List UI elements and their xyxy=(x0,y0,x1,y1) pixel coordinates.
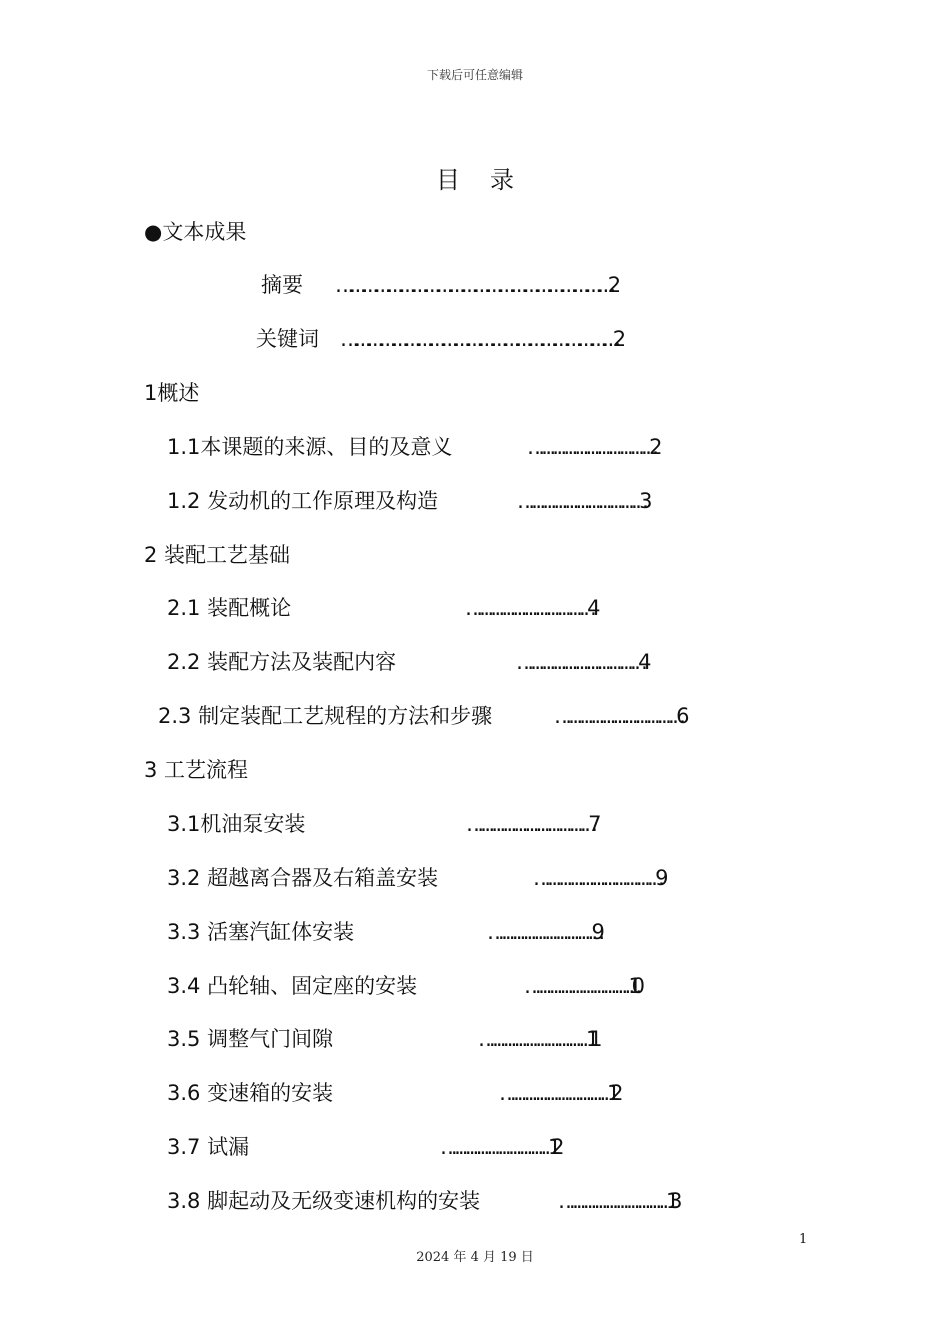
toc-entry-label: 3.7 试漏 xyxy=(167,1135,250,1159)
toc-entry-leader: ……………………………9 xyxy=(533,866,659,890)
toc-entry-label: 关键词 xyxy=(256,327,319,351)
toc-entry-label: 3.8 脚起动及无级变速机构的安装 xyxy=(167,1189,481,1213)
page-title: 目录 xyxy=(436,166,544,194)
toc-entry-label: 1概述 xyxy=(144,381,200,405)
toc-entry-leader: …………………………11 xyxy=(478,1027,593,1051)
toc-entry-label: 1.2 发动机的工作原理及构造 xyxy=(167,489,439,513)
page-number: 1 xyxy=(799,1232,808,1247)
toc-entry-label: 2.1 装配概论 xyxy=(167,596,292,620)
toc-entry-label: 3 工艺流程 xyxy=(144,758,249,782)
toc-entry-leader: ……………………………4 xyxy=(465,596,591,620)
toc-entry-leader: ………………………… 9 xyxy=(487,920,595,944)
toc-entry-label: 2 装配工艺基础 xyxy=(144,543,291,567)
toc-entry-label: 3.1机油泵安装 xyxy=(167,812,306,836)
toc-entry-leader: ……………………………3 xyxy=(517,489,643,513)
toc-entry-label: 3.2 超越离合器及右箱盖安装 xyxy=(167,866,439,890)
toc-entry-label: 3.3 活塞汽缸体安装 xyxy=(167,920,355,944)
header-note: 下载后可任意编辑 xyxy=(426,68,523,82)
toc-entry-leader: …………………………13 xyxy=(558,1189,673,1213)
toc-entry-label: 3.4 凸轮轴、固定座的安装 xyxy=(167,974,418,998)
toc-entry-label: ●文本成果 xyxy=(144,220,247,244)
toc-entry-leader: …………………………………………………………2 xyxy=(335,273,613,297)
toc-entry-leader: …………………………………………………………2 xyxy=(340,327,618,351)
footer-date: 2024 年 4 月 19 日 xyxy=(416,1250,534,1265)
toc-entry-leader: ……………………………4 xyxy=(516,650,642,674)
toc-entry-label: 1.1本课题的来源、目的及意义 xyxy=(167,435,453,459)
toc-entry-leader: ……………………………6 xyxy=(554,704,680,728)
toc-entry-label: 3.5 调整气门间隙 xyxy=(167,1027,334,1051)
toc-entry-label: 2.2 装配方法及装配内容 xyxy=(167,650,397,674)
toc-entry-label: 3.6 变速箱的安装 xyxy=(167,1081,334,1105)
toc-entry-leader: ……………………………7 xyxy=(466,812,592,836)
toc-entry-leader: ……………………………2 xyxy=(527,435,653,459)
toc-entry-leader: …………………………12 xyxy=(440,1135,555,1159)
toc-entry-leader: ………………………… 10 xyxy=(524,974,635,998)
toc-entry-label: 2.3 制定装配工艺规程的方法和步骤 xyxy=(158,704,493,728)
toc-entry-label: 摘要 xyxy=(261,273,303,297)
toc-entry-leader: …………………………12 xyxy=(499,1081,614,1105)
